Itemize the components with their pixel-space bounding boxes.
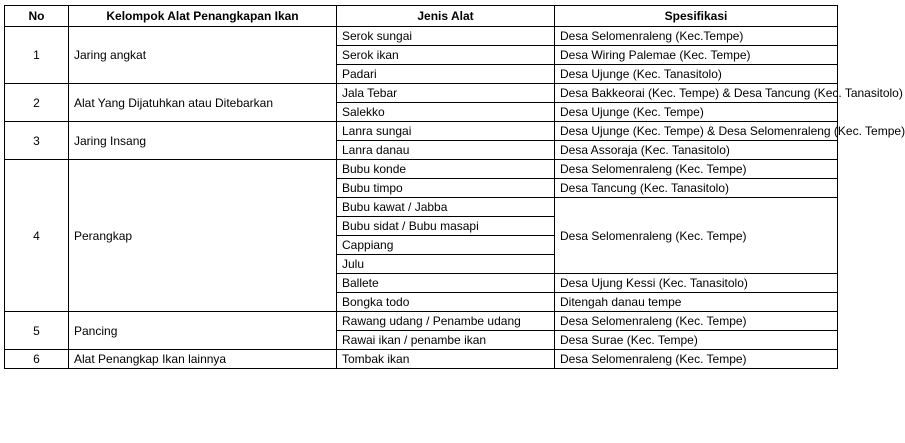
tool-name: Bubu konde (337, 160, 555, 179)
specification: Desa Wiring Palemae (Kec. Tempe) (555, 46, 838, 65)
tool-name: Jala Tebar (337, 84, 555, 103)
specification: Desa Selomenraleng (Kec. Tempe) (555, 350, 838, 369)
table-row (5, 312, 838, 331)
group-number: 4 (5, 160, 69, 312)
specification: Desa Surae (Kec. Tempe) (555, 331, 838, 350)
tool-name: Tombak ikan (337, 350, 555, 369)
tool-name: Salekko (337, 103, 555, 122)
tool-name: Padari (337, 65, 555, 84)
header-spec: Spesifikasi (555, 6, 838, 27)
specification: Desa Assoraja (Kec. Tanasitolo) (555, 141, 838, 160)
group-name: Jaring angkat (69, 27, 337, 84)
group-number: 1 (5, 27, 69, 84)
fishing-gear-table (4, 5, 905, 369)
table-row (5, 122, 838, 141)
group-number: 2 (5, 84, 69, 122)
group-name: Pancing (69, 312, 337, 350)
table-row (5, 27, 838, 46)
tool-name: Lanra danau (337, 141, 555, 160)
table-row (5, 350, 838, 369)
specification: Desa Ujunge (Kec. Tempe) & Desa Selomenraleng (Kec. Tempe) (555, 122, 838, 141)
group-name: Alat Yang Dijatuhkan atau Ditebarkan (69, 84, 337, 122)
tool-name: Bubu timpo (337, 179, 555, 198)
tool-name: Julu (337, 255, 555, 274)
tool-name: Rawai ikan / penambe ikan (337, 331, 555, 350)
specification: Desa Tancung (Kec. Tanasitolo) (555, 179, 838, 198)
group-number: 6 (5, 350, 69, 369)
group-name: Alat Penangkap Ikan lainnya (69, 350, 337, 369)
table-row (5, 84, 838, 103)
specification: Desa Selomenraleng (Kec.Tempe) (555, 27, 838, 46)
table-row (5, 160, 838, 179)
tool-name: Serok ikan (337, 46, 555, 65)
tool-name: Lanra sungai (337, 122, 555, 141)
group-name: Perangkap (69, 160, 337, 312)
specification: Ditengah danau tempe (555, 293, 838, 312)
group-number: 5 (5, 312, 69, 350)
group-number: 3 (5, 122, 69, 160)
tool-name: Bubu sidat / Bubu masapi (337, 217, 555, 236)
tool-name: Bubu kawat / Jabba (337, 198, 555, 217)
tool-name: Bongka todo (337, 293, 555, 312)
header-no: No (5, 6, 69, 27)
specification: Desa Selomenraleng (Kec. Tempe) (555, 312, 838, 331)
specification: Desa Ujung Kessi (Kec. Tanasitolo) (555, 274, 838, 293)
header-tool: Jenis Alat (337, 6, 555, 27)
specification: Desa Selomenraleng (Kec. Tempe) (555, 160, 838, 179)
specification: Desa Ujunge (Kec. Tempe) (555, 103, 838, 122)
specification: Desa Ujunge (Kec. Tanasitolo) (555, 65, 838, 84)
tool-name: Ballete (337, 274, 555, 293)
specification: Desa Selomenraleng (Kec. Tempe) (555, 198, 838, 274)
group-name: Jaring Insang (69, 122, 337, 160)
specification: Desa Bakkeorai (Kec. Tempe) & Desa Tancung (Kec. Tanasitolo) (555, 84, 838, 103)
header-group: Kelompok Alat Penangkapan Ikan (69, 6, 337, 27)
tool-name: Cappiang (337, 236, 555, 255)
tool-name: Rawang udang / Penambe udang (337, 312, 555, 331)
header-row (5, 6, 838, 27)
tool-name: Serok sungai (337, 27, 555, 46)
